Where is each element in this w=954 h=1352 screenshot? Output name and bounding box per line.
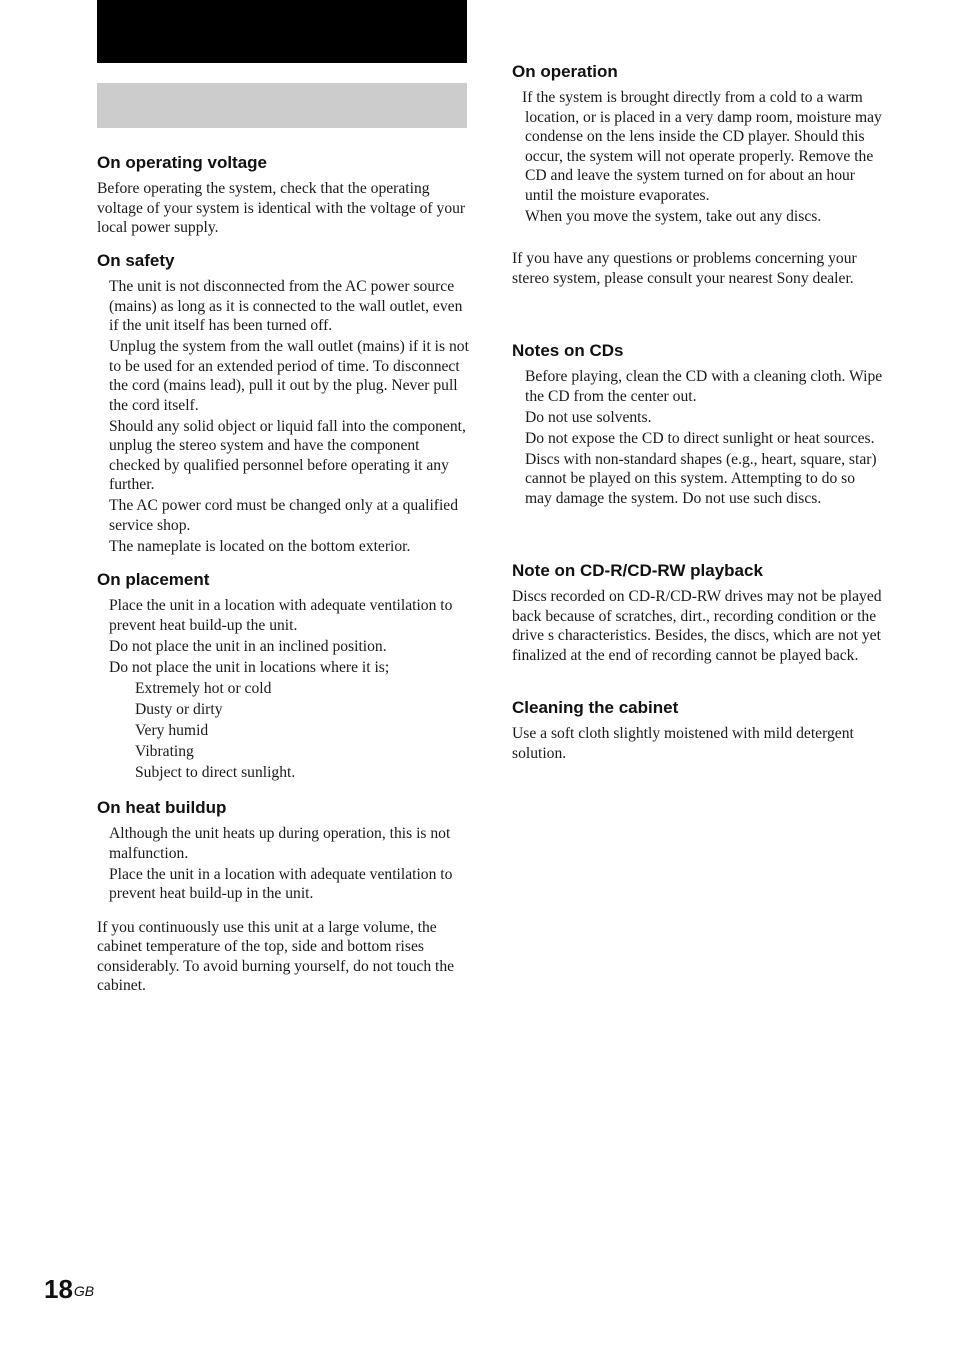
page-number bbox=[44, 1274, 94, 1304]
cdr-playback-text: Discs recorded on CD-R/CD-RW drives may not be played back because of scratches, dirt., recording condition or the drive s characteristics. Besides, the discs, which are not yet finalized at the end of recording cannot be played back. bbox=[512, 588, 882, 664]
page-number-suffix: GB bbox=[73, 1283, 95, 1299]
cd-note-item: Do not use solvents. bbox=[525, 408, 652, 426]
section-placement bbox=[97, 570, 469, 783]
page-number-value: 18 bbox=[44, 1274, 73, 1304]
operating-voltage-text: Before operating the system, check that the operating voltage of your system is identical with the voltage of your local power supply. bbox=[97, 180, 466, 236]
operation-item: When you move the system, take out any discs. bbox=[525, 207, 822, 225]
heading-notes-on-cds: Notes on CDs bbox=[512, 341, 624, 360]
placement-item: Place the unit in a location with adequate ventilation to prevent heat build-up the unit. bbox=[109, 597, 453, 634]
header-black-bar bbox=[97, 0, 467, 63]
placement-subitem: Dusty or dirty bbox=[135, 700, 223, 718]
operation-note: If you have any questions or problems concerning your stereo system, please consult your nearest Sony dealer. bbox=[512, 250, 857, 287]
heading-placement: On placement bbox=[97, 570, 210, 589]
placement-subitem: Very humid bbox=[135, 721, 209, 739]
section-cdr-playback bbox=[512, 561, 884, 665]
placement-subitem: Extremely hot or cold bbox=[135, 679, 272, 697]
section-operation bbox=[512, 62, 884, 288]
heading-cdr-playback: Note on CD-R/CD-RW playback bbox=[512, 561, 763, 580]
cd-note-item: Before playing, clean the CD with a cleaning cloth. Wipe the CD from the center out. bbox=[525, 368, 883, 405]
heading-safety: On safety bbox=[97, 251, 175, 270]
safety-item: Should any solid object or liquid fall into the component, unplug the stereo system and have the component checked by qualified personnel before operating it any further. bbox=[109, 417, 466, 494]
safety-item: The nameplate is located on the bottom exterior. bbox=[109, 537, 411, 555]
heading-heat-buildup: On heat buildup bbox=[97, 798, 227, 817]
cd-note-item: Discs with non-standard shapes (e.g., heart, square, star) cannot be played on this system. Attempting to do so may damage the system. Do not use such discs. bbox=[525, 450, 877, 507]
cleaning-cabinet-text: Use a soft cloth slightly moistened with mild detergent solution. bbox=[512, 725, 854, 762]
safety-item: Unplug the system from the wall outlet (mains) if it is not to be used for an extended period of time. To disconnect the cord (mains lead), pull it out by the plug. Never pull the cord itself. bbox=[109, 338, 469, 414]
header-gray-bar bbox=[97, 83, 467, 128]
placement-subitem: Subject to direct sunlight. bbox=[135, 764, 296, 782]
heat-note: If you continuously use this unit at a large volume, the cabinet temperature of the top, side and bottom rises considerably. To avoid burning yourself, do not touch the cabinet. bbox=[97, 918, 455, 995]
section-heat-buildup bbox=[97, 798, 469, 996]
placement-item: Do not place the unit in an inclined position. bbox=[109, 637, 387, 655]
heat-item: Although the unit heats up during operation, this is not malfunction. bbox=[109, 825, 451, 862]
section-operating-voltage bbox=[97, 153, 469, 238]
heading-operation: On operation bbox=[512, 62, 618, 81]
safety-item: The AC power cord must be changed only at a qualified service shop. bbox=[109, 497, 459, 534]
placement-subitem: Vibrating bbox=[135, 743, 194, 761]
heading-operating-voltage: On operating voltage bbox=[97, 153, 268, 172]
section-notes-on-cds bbox=[512, 341, 884, 508]
heading-cleaning-cabinet: Cleaning the cabinet bbox=[512, 698, 679, 717]
operation-item: If the system is brought directly from a cold to a warm location, or is placed in a very damp room, moisture may condense on the lens inside the CD player. Should this occur, the system will not operate properly. Remove the CD and leave the system turned on for about an hour until the moisture evaporates. bbox=[522, 89, 882, 204]
heat-item: Place the unit in a location with adequate ventilation to prevent heat build-up in the unit. bbox=[109, 865, 453, 903]
placement-item: Do not place the unit in locations where it is; bbox=[109, 658, 390, 676]
section-safety bbox=[97, 251, 469, 556]
section-cleaning-cabinet bbox=[512, 698, 884, 763]
cd-note-item: Do not expose the CD to direct sunlight or heat sources. bbox=[525, 429, 875, 447]
safety-item: The unit is not disconnected from the AC power source (mains) as long as it is connected to the wall outlet, even if the unit itself has been turned off. bbox=[109, 278, 463, 334]
